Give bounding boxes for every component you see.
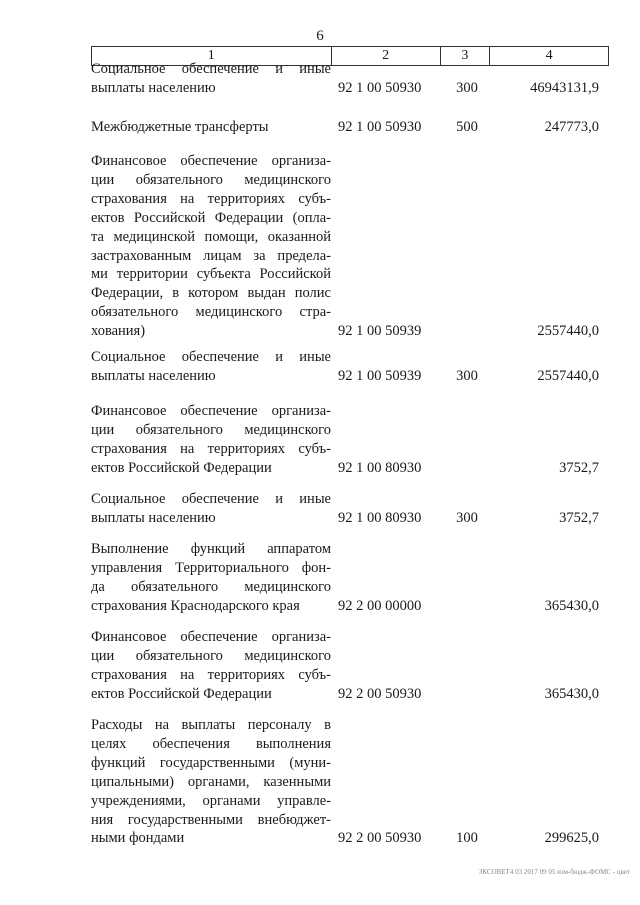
row-expense-type: 300 xyxy=(456,509,478,526)
description-line: ции обязательного медицинского xyxy=(91,171,331,188)
row-code: 92 1 00 50939 xyxy=(338,367,422,384)
row-code: 92 1 00 50930 xyxy=(338,119,422,135)
row-code: 92 1 00 50939 xyxy=(338,323,422,340)
row-description xyxy=(91,716,331,848)
description-line: страхования Краснодарского края xyxy=(91,597,300,614)
description-line: управления Территориального фон- xyxy=(91,559,331,576)
row-amount: 247773,0 xyxy=(544,119,599,135)
description-line: ектов Российской Федерации xyxy=(91,685,272,702)
row-amount: 365430,0 xyxy=(544,685,599,702)
row-description xyxy=(91,540,331,616)
description-line: ципальными) органами, казенными xyxy=(91,773,331,790)
description-line: Социальное обеспечение и иные xyxy=(91,491,331,507)
row-expense-type: 100 xyxy=(456,830,478,847)
description-line: обязательного медицинского стра- xyxy=(91,304,331,321)
header-col-1: 1 xyxy=(92,47,332,66)
row-description xyxy=(91,348,331,386)
row-description xyxy=(91,118,331,137)
row-description xyxy=(91,402,331,478)
description-line: Социальное обеспечение и иные xyxy=(91,61,331,77)
description-line: та медицинской помощи, оказанной xyxy=(91,228,331,245)
row-amount: 299625,0 xyxy=(544,830,599,847)
document-footer: ЗКСОВЕТ4 03 2017 09 05 изм-бюдж-ФОМС - цвет xyxy=(478,868,630,876)
page-number: 6 xyxy=(316,28,324,44)
description-line: ектов Российской Федерации xyxy=(91,459,272,476)
row-expense-type: 300 xyxy=(456,367,478,384)
description-line: учреждениями, органами управле- xyxy=(91,792,331,809)
description-line: да обязательного медицинского xyxy=(91,578,331,595)
row-code: 92 1 00 80930 xyxy=(338,459,422,476)
description-line: Федерации, в котором выдан полис xyxy=(91,285,331,302)
description-line: Социальное обеспечение и иные xyxy=(91,349,331,365)
row-code: 92 2 00 50930 xyxy=(338,830,422,847)
row-amount: 2557440,0 xyxy=(537,323,599,340)
row-amount: 2557440,0 xyxy=(537,367,599,384)
description-line: застрахованным лицам за предела- xyxy=(91,247,331,264)
row-amount: 3752,7 xyxy=(559,509,599,526)
description-line: Межбюджетные трансферты xyxy=(91,119,269,135)
row-amount: 46943131,9 xyxy=(530,79,599,96)
description-line: целях обеспечения выполнения xyxy=(91,735,331,752)
row-expense-type: 500 xyxy=(456,119,478,135)
row-description xyxy=(91,60,331,98)
description-line: Финансовое обеспечение организа- xyxy=(91,403,331,419)
description-line: функций государственными (муни- xyxy=(91,754,331,771)
description-line: ния государственными внебюджет- xyxy=(91,811,331,828)
description-line: хования) xyxy=(91,323,146,340)
description-line: Расходы на выплаты персоналу в xyxy=(91,717,331,733)
header-col-2: 2 xyxy=(331,47,440,66)
description-line: Финансовое обеспечение организа- xyxy=(91,153,331,169)
description-line: Выполнение функций аппаратом xyxy=(91,541,331,557)
row-code: 92 1 00 80930 xyxy=(338,509,422,526)
description-line: выплаты населению xyxy=(91,367,216,384)
row-amount: 3752,7 xyxy=(559,459,599,476)
row-description xyxy=(91,490,331,528)
description-line: ми территории субъекта Российской xyxy=(91,266,331,283)
header-col-4: 4 xyxy=(490,47,609,66)
row-description xyxy=(91,152,331,341)
row-code: 92 2 00 00000 xyxy=(338,597,422,614)
row-code: 92 2 00 50930 xyxy=(338,685,422,702)
description-line: страхования на территориях субъ- xyxy=(91,666,331,683)
description-line: ции обязательного медицинского xyxy=(91,647,331,664)
row-expense-type: 300 xyxy=(456,79,478,96)
description-line: выплаты населению xyxy=(91,79,216,96)
description-line: ции обязательного медицинского xyxy=(91,421,331,438)
row-description xyxy=(91,628,331,704)
description-line: страхования на территориях субъ- xyxy=(91,190,331,207)
header-col-3: 3 xyxy=(440,47,490,66)
description-line: ными фондами xyxy=(91,830,185,847)
description-line: Финансовое обеспечение организа- xyxy=(91,629,331,645)
row-code: 92 1 00 50930 xyxy=(338,79,422,96)
description-line: выплаты населению xyxy=(91,509,216,526)
description-line: ектов Российской Федерации (опла- xyxy=(91,209,331,226)
description-line: страхования на территориях субъ- xyxy=(91,440,331,457)
row-amount: 365430,0 xyxy=(544,597,599,614)
